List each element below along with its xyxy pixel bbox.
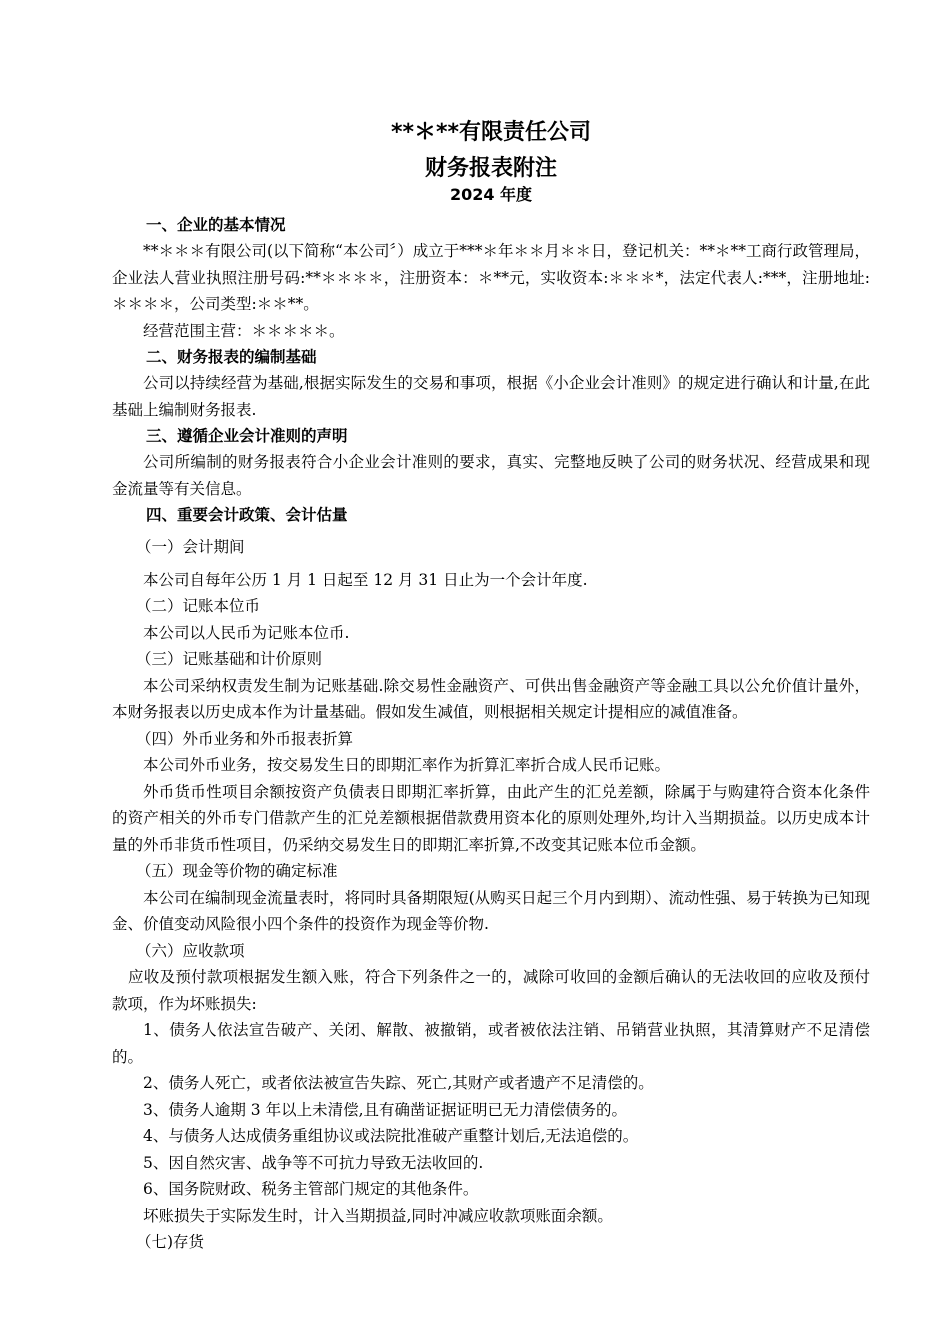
document-page [112,118,870,1256]
list-item: 5、因自然灾害、战争等不可抗力导致无法收回的. [143,1153,484,1172]
company-title: **＊**有限责任公司 [390,120,592,145]
subsection-title: （七)存货 [136,1233,205,1251]
paragraph: 经营范围主营：＊＊＊＊＊。 [143,321,345,340]
list-item: 6、国务院财政、税务主管部门规定的其他条件。 [143,1180,479,1198]
report-title: 财务报表附注 [424,156,557,181]
paragraph: 本公司以人民币为记账本位币. [143,623,350,642]
list-item: 1、债务人依法宣告破产、关闭、解散、被撤销，或者被依法注销、吊销营业执照，其清算财产不足清偿的。 [112,1021,870,1066]
list-item: 4、与债务人达成债务重组协议或法院批准破产重整计划后,无法追偿的。 [143,1127,639,1145]
paragraph: 外币货币性项目余额按资产负债表日即期汇率折算，由此产生的汇兑差额，除属于与购建符合资本化条件的资产相关的外币专门借款产生的汇兑差额根据借款费用资本化的原则处理外,均计入当期损益。以历史成本计量的外币非货币性项目，仍采纳交易发生日的即期汇率折算,不改变其记账本位币金额。 [112,782,870,854]
paragraph: 本公司在编制现金流量表时，将同时具备期限短(从购买日起三个月内到期）、流动性强、易于转换为已知现金、价值变动风险很小四个条件的投资作为现金等价物. [112,888,870,933]
paragraph: 坏账损失于实际发生时，计入当期损益,同时冲减应收款项账面余额。 [143,1206,613,1225]
section-heading-2: 二、财务报表的编制基础 [146,348,317,366]
subsection-title: （二）记账本位币 [136,597,261,615]
subsection-title: （三）记账基础和计价原则 [136,650,323,668]
paragraph: 本公司采纳权责发生制为记账基础.除交易性金融资产、可供出售金融资产等金融工具以公允价值计量外，本财务报表以历史成本作为计量基础。假如发生减值，则根据相关规定计提相应的减值准备。 [112,676,870,721]
paragraph: 公司所编制的财务报表符合小企业会计准则的要求，真实、完整地反映了公司的财务状况、经营成果和现金流量等有关信息。 [112,453,870,498]
paragraph: 本公司外币业务，按交易发生日的即期汇率作为折算汇率折合成人民币记账。 [143,756,671,774]
subsection-title: （五）现金等价物的确定标准 [136,862,338,880]
paragraph: 本公司自每年公历 1 月 1 日起至 12 月 31 日止为一个会计年度. [143,570,588,589]
list-item: 2、债务人死亡，或者依法被宣告失踪、死亡,其财产或者遗产不足清偿的。 [143,1074,654,1092]
subsection-title: （一）会计期间 [136,538,245,556]
section-heading-1: 一、企业的基本情况 [146,216,286,234]
paragraph: **＊＊＊有限公司(以下简称“本公司〞）成立于***＊年＊＊月＊＊日，登记机关：**＊**工商行政管理局，企业法人营业执照注册号码:**＊＊＊＊，注册资本：＊**元，实收资本:＊＊＊*，法定代表人:***，注册地址:＊＊＊＊，公司类型:＊＊**。 [112,242,870,313]
subsection-title: （六）应收款项 [136,941,245,960]
report-year: 2024 年度 [449,185,533,204]
paragraph: 应收及预付款项根据发生额入账，符合下列条件之一的，减除可收回的金额后确认的无法收回的应收及预付款项，作为坏账损失: [112,968,870,1013]
list-item: 3、债务人逾期 3 年以上未清偿,且有确凿证据证明已无力清偿债务的。 [143,1100,628,1119]
section-heading-3: 三、遵循企业会计准则的声明 [146,427,348,445]
section-heading-4: 四、重要会计政策、会计估量 [146,506,348,524]
subsection-title: （四）外币业务和外币报表折算 [136,729,354,748]
paragraph: 公司以持续经营为基础,根据实际发生的交易和事项，根据《小企业会计准则》的规定进行确认和计量,在此基础上编制财务报表. [112,374,870,419]
